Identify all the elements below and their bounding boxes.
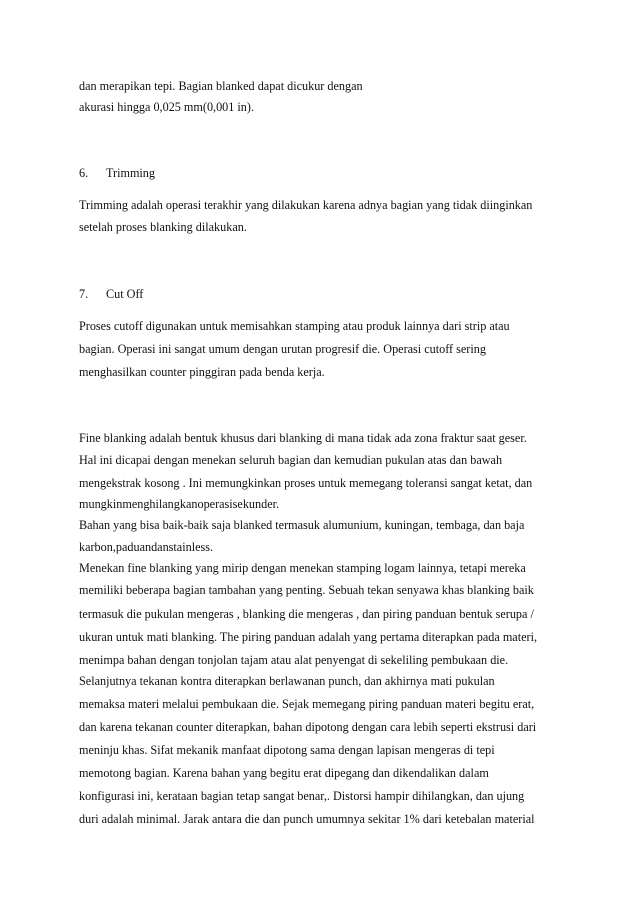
text-line: Hal ini dicapai dengan menekan seluruh bagian dan kemudian pukulan atas dan bawah	[79, 453, 503, 467]
text-line: setelah proses blanking dilakukan.	[79, 220, 247, 234]
text-line: bagian. Operasi ini sangat umum dengan urutan progresif die. Operasi cutoff sering	[79, 342, 486, 356]
section-number: 6.	[79, 166, 89, 180]
text-line: meninju khas. Sifat mekanik manfaat dipotong sama dengan lapisan mengeras di tepi	[79, 743, 495, 757]
section-title: Cut Off	[106, 287, 144, 301]
section-title: Trimming	[106, 166, 155, 180]
text-line: akurasi hingga 0,025 mm(0,001 in).	[79, 100, 254, 114]
text-line: duri adalah minimal. Jarak antara die dan punch umumnya sekitar 1% dari ketebalan material	[79, 812, 535, 826]
text-line: karbon,paduandanstainless.	[79, 540, 214, 554]
text-line: termasuk die pukulan mengeras , blanking die mengeras , dan piring panduan bentuk serupa /	[79, 607, 534, 621]
text-line: Bahan yang bisa baik-baik saja blanked termasuk alumunium, kuningan, tembaga, dan baja	[79, 518, 525, 532]
text-line: menghasilkan counter pinggiran pada benda kerja.	[79, 365, 325, 379]
text-line: konfigurasi ini, kerataan bagian tetap sangat benar,. Distorsi hampir dihilangkan, dan ujung	[79, 789, 525, 803]
text-line: Proses cutoff digunakan untuk memisahkan stamping atau produk lainnya dari strip atau	[79, 319, 510, 333]
text-line: Selanjutnya tekanan kontra diterapkan berlawanan punch, dan akhirnya mati pukulan	[79, 674, 495, 688]
text-line: menimpa bahan dengan tonjolan tajam atau alat penyengat di sekeliling pembukaan die.	[79, 653, 509, 667]
text-line: Trimming adalah operasi terakhir yang dilakukan karena adnya bagian yang tidak diinginkan	[79, 198, 533, 212]
text-line: memaksa materi melalui pembukaan die. Sejak memegang piring panduan materi begitu erat,	[79, 697, 535, 711]
text-line: mengekstrak kosong . Ini memungkinkan proses untuk memegang toleransi sangat ketat, dan	[79, 476, 533, 490]
text-line: memotong bagian. Karena bahan yang begitu erat dipegang dan dikendalikan dalam	[79, 766, 489, 780]
text-line: Menekan fine blanking yang mirip dengan menekan stamping logam lainnya, tetapi mereka	[79, 561, 526, 575]
text-line: dan merapikan tepi. Bagian blanked dapat dicukur dengan	[79, 79, 363, 93]
text-line: dan karena tekanan counter diterapkan, bahan dipotong dengan cara lebih seperti ekstrusi dari	[79, 720, 537, 734]
text-line: Fine blanking adalah bentuk khusus dari blanking di mana tidak ada zona fraktur saat geser.	[79, 431, 527, 445]
text-line: ukuran untuk mati blanking. The piring panduan adalah yang pertama diterapkan pada materi,	[79, 630, 538, 644]
text-line: mungkinmenghilangkanoperasisekunder.	[79, 497, 280, 511]
text-line: memiliki beberapa bagian tambahan yang penting. Sebuah tekan senyawa khas blanking baik	[79, 583, 534, 597]
section-number: 7.	[79, 287, 89, 301]
